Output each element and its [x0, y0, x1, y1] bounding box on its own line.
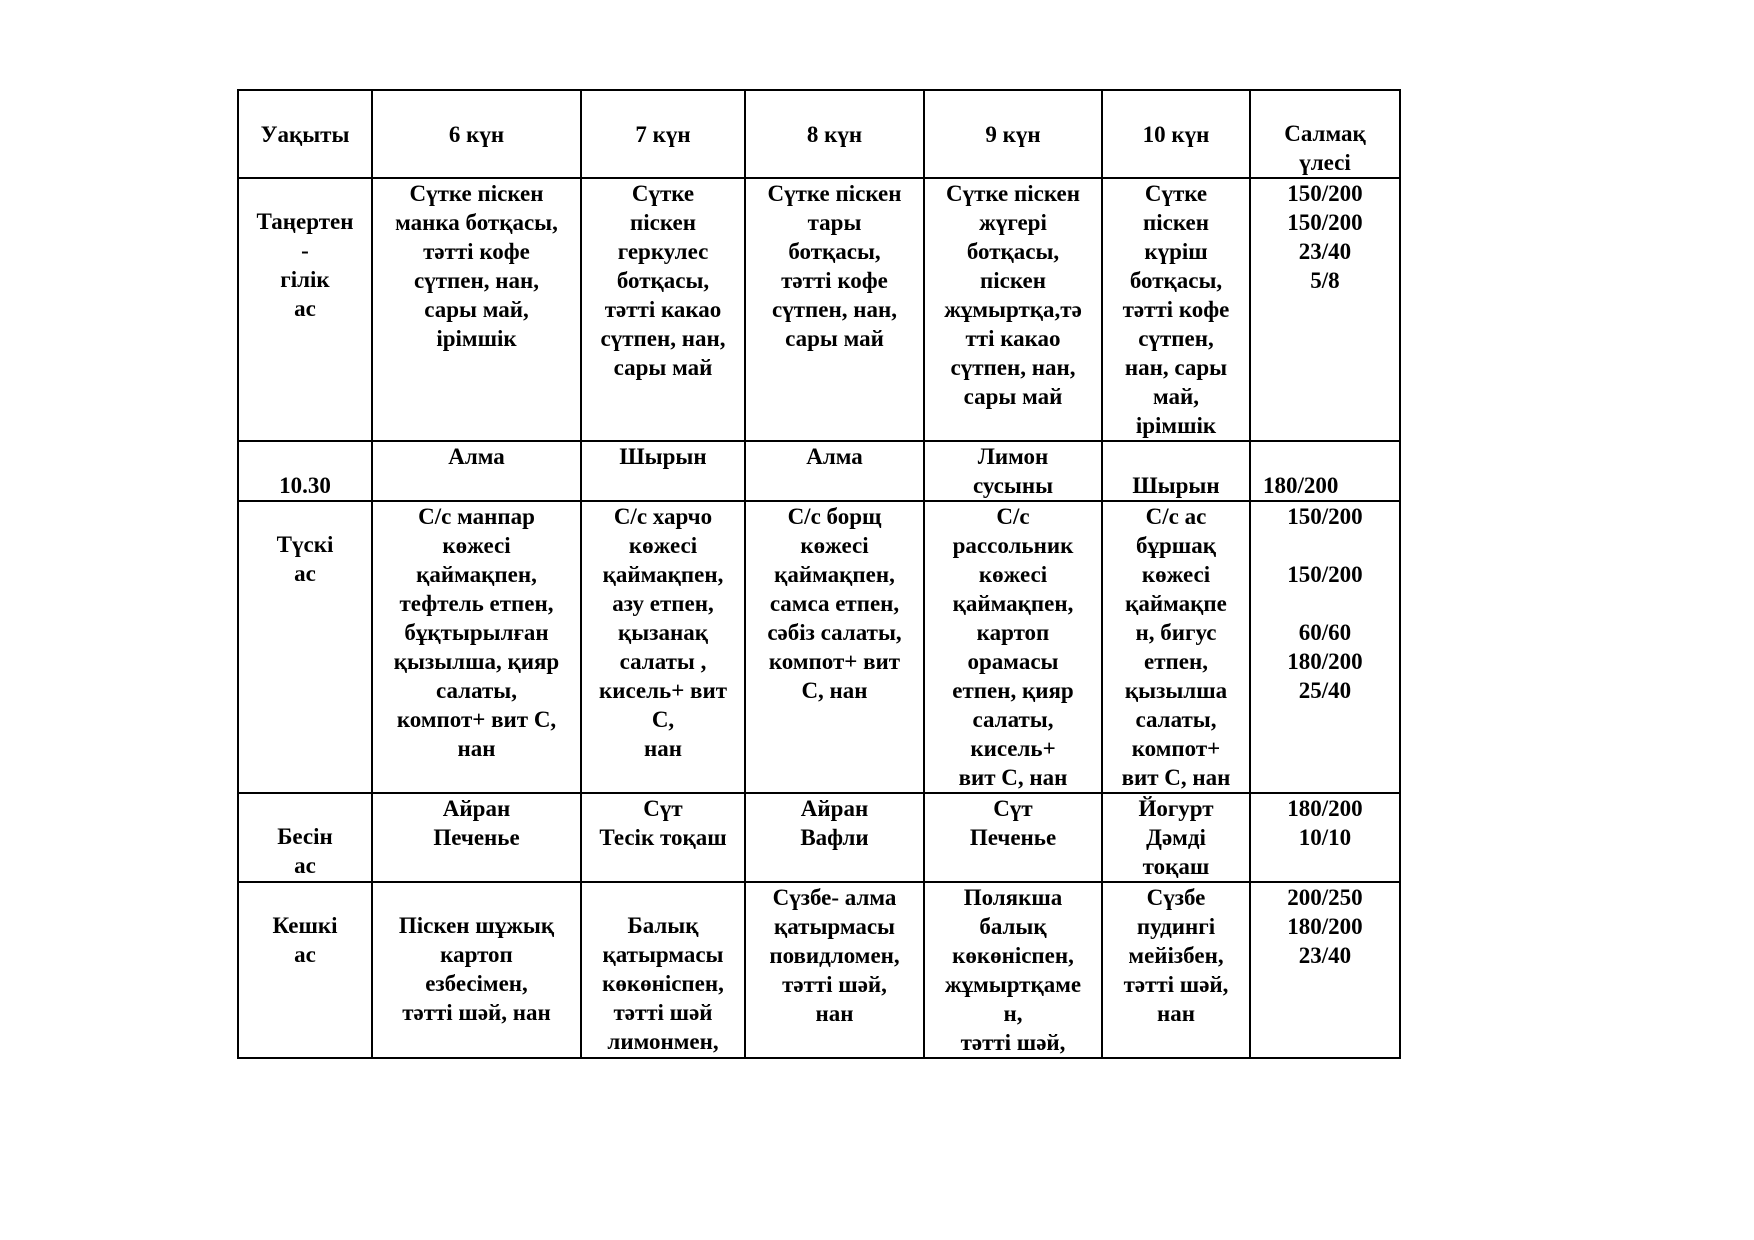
menu-table: [237, 89, 1401, 1059]
afternoon-snack-day-9: Сүт Печенье: [924, 793, 1102, 882]
header-day-10: 10 күн: [1102, 90, 1250, 178]
snack-day-8: Алма: [745, 441, 924, 501]
header-day-8: 8 күн: [745, 90, 924, 178]
dinner-day-7: Балық қатырмасы көкөніспен, тәтті шәй лимонмен,: [581, 882, 745, 1058]
afternoon-snack-time: Бесін ас: [238, 793, 372, 882]
lunch-day-9: С/с рассольник көжесі қаймақпен, картоп орамасы етпен, қияр салаты, кисель+ вит С, нан: [924, 501, 1102, 793]
snack-day-9: Лимон сусыны: [924, 441, 1102, 501]
header-day-6: 6 күн: [372, 90, 581, 178]
snack-day-6: Алма: [372, 441, 581, 501]
dinner-row: [238, 882, 1400, 1058]
snack-row: [238, 441, 1400, 501]
afternoon-snack-row: [238, 793, 1400, 882]
breakfast-day-9: Сүтке піскен жүгері ботқасы, піскен жұмыртқа,тә тті какао сүтпен, нан, сары май: [924, 178, 1102, 441]
lunch-day-8: С/с борщ көжесі қаймақпен, самса етпен, сәбіз салаты, компот+ вит С, нан: [745, 501, 924, 793]
lunch-row: [238, 501, 1400, 793]
snack-time: 10.30: [238, 441, 372, 501]
snack-day-10: Шырын: [1102, 441, 1250, 501]
breakfast-row: [238, 178, 1400, 441]
breakfast-day-8: Сүтке піскен тары ботқасы, тәтті кофе сүтпен, нан, сары май: [745, 178, 924, 441]
breakfast-day-6: Сүтке піскен манка ботқасы, тәтті кофе сүтпен, нан, сары май, ірімшік: [372, 178, 581, 441]
lunch-day-7: С/с харчо көжесі қаймақпен, азу етпен, қызанақ салаты , кисель+ вит С, нан: [581, 501, 745, 793]
breakfast-weight: 150/200 150/200 23/40 5/8: [1250, 178, 1400, 441]
dinner-day-8: Сүзбе- алма қатырмасы повидломен, тәтті шәй, нан: [745, 882, 924, 1058]
lunch-day-6: С/с манпар көжесі қаймақпен, тефтель етпен, бұқтырылған қызылша, қияр салаты, компот+ вит С, нан: [372, 501, 581, 793]
afternoon-snack-day-6: Айран Печенье: [372, 793, 581, 882]
header-row: [238, 90, 1400, 178]
header-day-9: 9 күн: [924, 90, 1102, 178]
dinner-time: Кешкі ас: [238, 882, 372, 1058]
dinner-day-6: Піскен шұжық картоп езбесімен, тәтті шәй, нан: [372, 882, 581, 1058]
header-day-7: 7 күн: [581, 90, 745, 178]
dinner-day-10: Сүзбе пудингі мейізбен, тәтті шәй, нан: [1102, 882, 1250, 1058]
afternoon-snack-day-7: Сүт Тесік тоқаш: [581, 793, 745, 882]
afternoon-snack-day-8: Айран Вафли: [745, 793, 924, 882]
dinner-weight: 200/250 180/200 23/40: [1250, 882, 1400, 1058]
breakfast-time: Таңертен - гілік ас: [238, 178, 372, 441]
dinner-day-9: Полякша балық көкөніспен, жұмыртқаме н, тәтті шәй,: [924, 882, 1102, 1058]
lunch-time: Түскі ас: [238, 501, 372, 793]
lunch-weight: 150/200 150/200 60/60 180/200 25/40: [1250, 501, 1400, 793]
breakfast-day-7: Сүтке піскен геркулес ботқасы, тәтті какао сүтпен, нан, сары май: [581, 178, 745, 441]
header-weight: Салмақ үлесі: [1250, 90, 1400, 178]
afternoon-snack-weight: 180/200 10/10: [1250, 793, 1400, 882]
lunch-day-10: С/с ас бұршақ көжесі қаймақпе н, бигус етпен, қызылша салаты, компот+ вит С, нан: [1102, 501, 1250, 793]
afternoon-snack-day-10: Йогурт Дәмді тоқаш: [1102, 793, 1250, 882]
snack-day-7: Шырын: [581, 441, 745, 501]
breakfast-day-10: Сүтке піскен күріш ботқасы, тәтті кофе сүтпен, нан, сары май, ірімшік: [1102, 178, 1250, 441]
header-time: Уақыты: [238, 90, 372, 178]
snack-weight: 180/200: [1250, 441, 1400, 501]
